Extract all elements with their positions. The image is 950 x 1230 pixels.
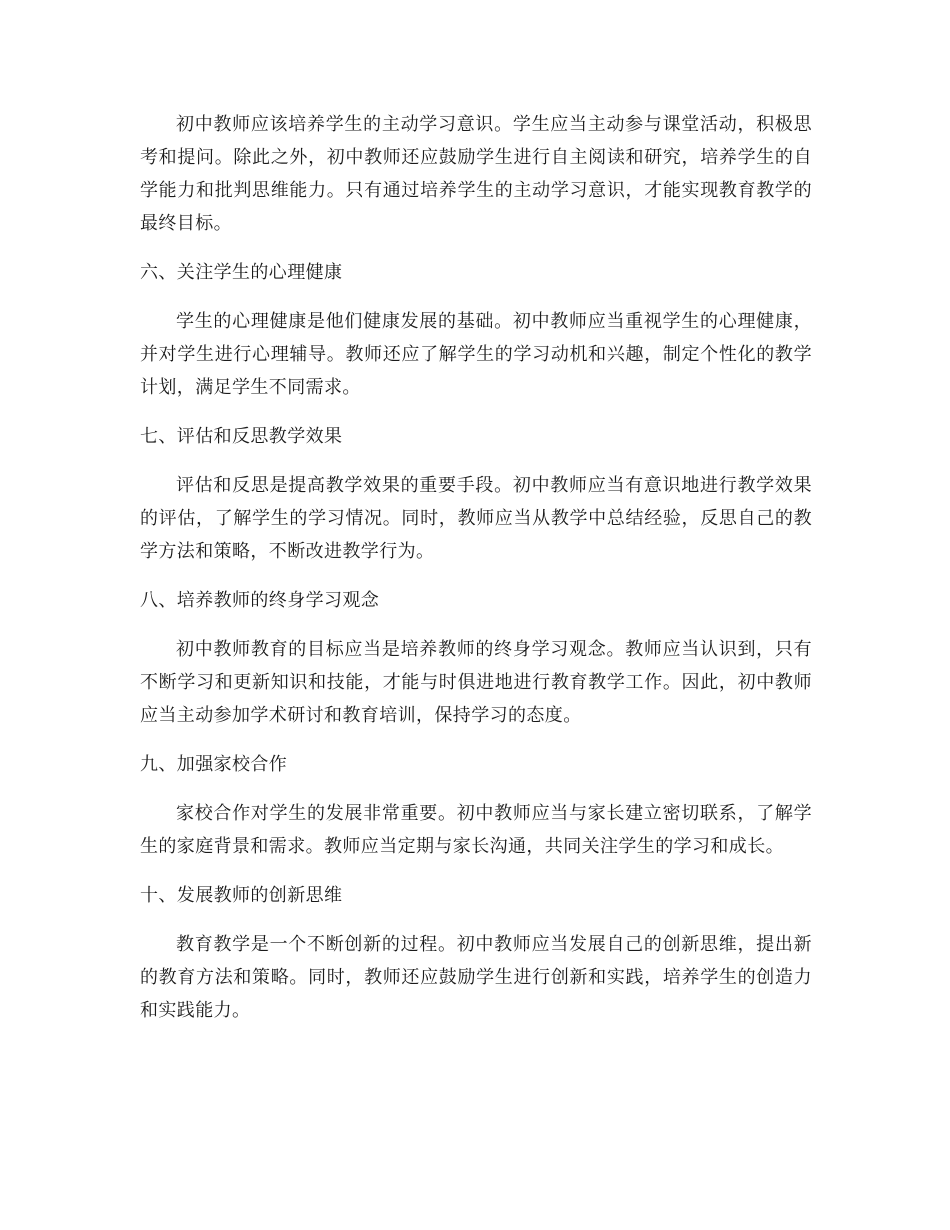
- paragraph-lifelong-learning: 初中教师教育的目标应当是培养教师的终身学习观念。教师应当认识到，只有不断学习和更新知识和技能，才能与时俱进地进行教育教学工作。因此，初中教师应当主动参加学术研讨和教育培训，保持学习的态度。: [140, 639, 812, 726]
- paragraph-innovation: 教育教学是一个不断创新的过程。初中教师应当发展自己的创新思维，提出新的教育方法和策略。同时，教师还应鼓励学生进行创新和实践，培养学生的创造力和实践能力。: [140, 934, 812, 1021]
- heading-section-10: 十、发展教师的创新思维: [140, 885, 343, 906]
- heading-section-8: 八、培养教师的终身学习观念: [140, 590, 380, 611]
- paragraph-mental-health: 学生的心理健康是他们健康发展的基础。初中教师应当重视学生的心理健康，并对学生进行心理辅导。教师还应了解学生的学习动机和兴趣，制定个性化的教学计划，满足学生不同需求。: [140, 311, 812, 398]
- heading-section-6: 六、关注学生的心理健康: [140, 262, 343, 283]
- paragraph-active-learning: 初中教师应该培养学生的主动学习意识。学生应当主动参与课堂活动，积极思考和提问。除此之外，初中教师还应鼓励学生进行自主阅读和研究，培养学生的自学能力和批判思维能力。只有通过培养学生的主动学习意识，才能实现教育教学的最终目标。: [140, 114, 812, 234]
- paragraph-home-school: 家校合作对学生的发展非常重要。初中教师应当与家长建立密切联系，了解学生的家庭背景和需求。教师应当定期与家长沟通，共同关注学生的学习和成长。: [140, 803, 812, 857]
- heading-section-9: 九、加强家校合作: [140, 754, 288, 775]
- heading-section-7: 七、评估和反思教学效果: [140, 426, 343, 447]
- paragraph-evaluation: 评估和反思是提高教学效果的重要手段。初中教师应当有意识地进行教学效果的评估，了解学生的学习情况。同时，教师应当从教学中总结经验，反思自己的教学方法和策略，不断改进教学行为。: [140, 475, 812, 562]
